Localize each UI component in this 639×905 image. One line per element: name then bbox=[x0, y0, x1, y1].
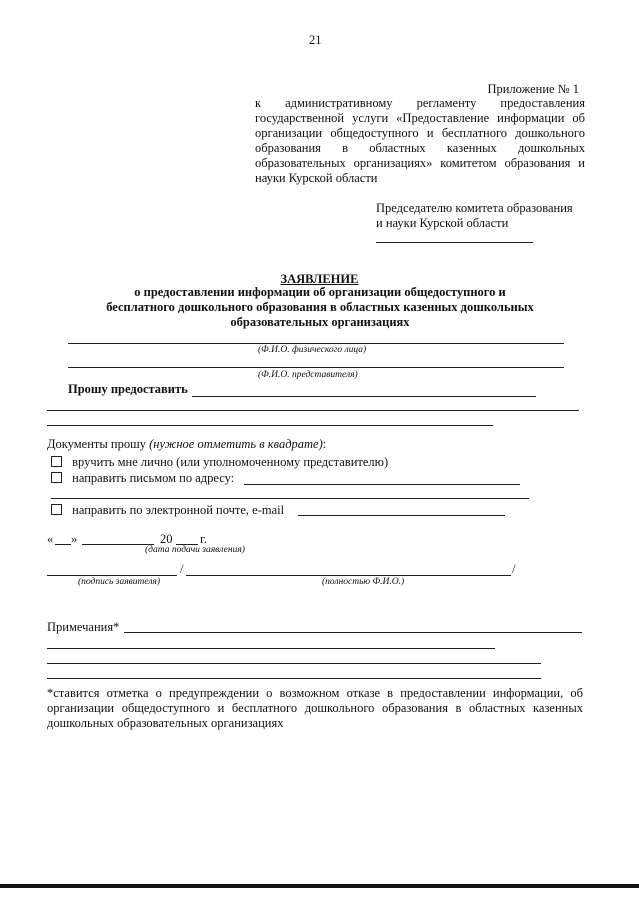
signature-separator: / bbox=[180, 562, 184, 576]
appendix-line: науки Курской области bbox=[255, 171, 378, 185]
subtitle-line: о предоставлении информации об организации общедоступного и bbox=[134, 285, 506, 299]
checkbox-by-mail[interactable] bbox=[51, 472, 62, 483]
checkbox-email[interactable] bbox=[51, 504, 62, 515]
date-caption: (дата подачи заявления) bbox=[145, 545, 245, 555]
appendix-line: государственной услуги «Предоставление информации об bbox=[255, 111, 585, 125]
subtitle-line: образовательных организациях bbox=[230, 315, 410, 329]
documents-intro-italic: (нужное отметить в квадрате) bbox=[149, 437, 323, 451]
footnote-line: организации общедоступного и бесплатного дошкольного образования в областных казенных bbox=[47, 701, 583, 715]
appendix-line: образовательных организациях» комитетом образования и bbox=[255, 156, 585, 170]
option-label: направить письмом по адресу: bbox=[72, 471, 235, 485]
addressee-line: Председателю комитета образования bbox=[376, 201, 573, 215]
date-open-quote: « bbox=[47, 532, 54, 546]
signature-field[interactable] bbox=[47, 575, 177, 576]
request-field-line-3[interactable] bbox=[47, 425, 493, 426]
addressee-line: и науки Курской области bbox=[376, 216, 509, 230]
fio-caption: (Ф.И.О. физического лица) bbox=[258, 345, 367, 355]
documents-intro-colon: : bbox=[322, 437, 327, 451]
option-label: направить по электронной почте, e-mail bbox=[72, 503, 285, 517]
signature-end: / bbox=[512, 562, 516, 576]
request-field[interactable] bbox=[192, 396, 536, 397]
appendix-line: к административному регламенту предоставления bbox=[255, 96, 585, 110]
statement-subtitle bbox=[60, 285, 580, 330]
documents-intro bbox=[47, 437, 326, 452]
option-by-mail bbox=[51, 471, 234, 486]
request-field-line-2[interactable] bbox=[47, 410, 579, 411]
footnote bbox=[47, 686, 583, 731]
mail-address-field[interactable] bbox=[244, 484, 520, 485]
signature-caption: (подпись заявителя) bbox=[78, 577, 161, 587]
date-year-suffix: г. bbox=[200, 532, 207, 546]
addressee bbox=[376, 201, 573, 231]
representative-caption: (Ф.И.О. представителя) bbox=[258, 370, 358, 380]
notes-field-line-4[interactable] bbox=[47, 678, 541, 679]
checkbox-in-person[interactable] bbox=[51, 456, 62, 467]
option-label: вручить мне лично (или уполномоченному представителю) bbox=[72, 455, 389, 469]
email-field[interactable] bbox=[298, 515, 505, 516]
date-close-quote: » bbox=[71, 532, 78, 546]
subtitle-line: бесплатного дошкольного образования в областных казенных дошкольных bbox=[106, 300, 534, 314]
date-year-prefix: 20 bbox=[160, 532, 173, 546]
date-month-field[interactable] bbox=[82, 544, 154, 545]
page-number: 21 bbox=[309, 33, 322, 47]
addressee-signature-line[interactable] bbox=[376, 242, 533, 243]
footnote-line: дошкольных образовательных организациях bbox=[47, 716, 284, 730]
appendix-title: Приложение № 1 bbox=[487, 82, 579, 96]
option-in-person bbox=[51, 455, 388, 470]
full-name-field[interactable] bbox=[186, 575, 511, 576]
full-name-caption: (полностью Ф.И.О.) bbox=[322, 577, 405, 587]
option-email bbox=[51, 503, 284, 518]
notes-field[interactable] bbox=[124, 632, 582, 633]
appendix-line: организации общедоступного и бесплатного дошкольного bbox=[255, 126, 585, 140]
date-day-field[interactable] bbox=[55, 544, 71, 545]
fio-field[interactable] bbox=[68, 343, 564, 344]
scan-bottom-border bbox=[0, 884, 639, 888]
notes-field-line-2[interactable] bbox=[47, 648, 495, 649]
mail-address-field-line-2[interactable] bbox=[51, 498, 529, 499]
statement-heading: ЗАЯВЛЕНИЕ bbox=[280, 272, 359, 286]
footnote-line: *ставится отметка о предупреждении о возможном отказе в предоставлении информации, об bbox=[47, 686, 583, 700]
request-label: Прошу предоставить bbox=[68, 382, 188, 396]
notes-field-line-3[interactable] bbox=[47, 663, 541, 664]
documents-intro-text: Документы прошу bbox=[47, 437, 146, 451]
appendix-text bbox=[255, 96, 585, 186]
appendix-line: образования в областных казенных дошкольных bbox=[255, 141, 585, 155]
notes-label: Примечания* bbox=[47, 620, 120, 634]
representative-field[interactable] bbox=[68, 367, 564, 368]
